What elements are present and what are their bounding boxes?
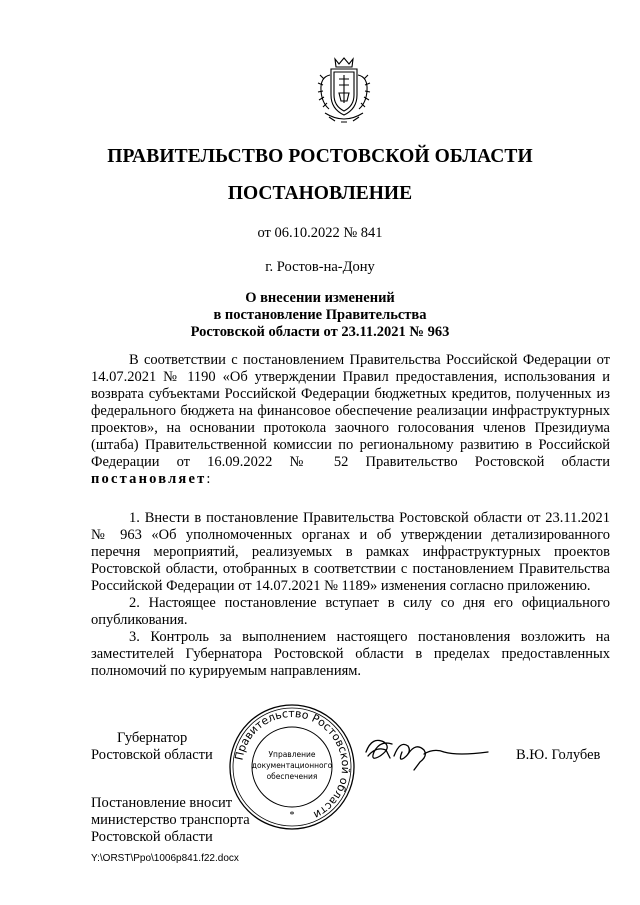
seal-inner-line: обеспечения: [266, 772, 318, 781]
handwritten-signature: [362, 732, 492, 774]
coat-of-arms-icon: [315, 55, 373, 127]
svg-text:*: *: [289, 810, 295, 821]
document-type: ПОСТАНОВЛЕНИЕ: [227, 183, 413, 204]
preamble-paragraph: [91, 352, 610, 488]
decree-word: постановляет: [91, 471, 207, 487]
signatory-post-line: Ростовской области: [91, 747, 213, 763]
submitter-line: Постановление вносит: [91, 795, 233, 811]
decree-point: 3. Контроль за выполнением настоящего постановления возложить на заместителей Губернатора Ростовской области в пределах предоставленных полномочий по курируемым направлениям.: [91, 629, 610, 679]
submitter-line: Ростовской области: [91, 829, 213, 845]
preamble-text: В соответствии с постановлением Правительства Российской Федерации от 14.07.2021 № 1190 «Об утверждении Правил предоставления, использования и возврата субъектами Российской Федерации бюджетных кредитов, полученных из федерального бюджета на финансовое обеспечение реализации инфраструктурных проектов», на основании протокола заочного голосования членов Президиума (штаба) Правительственной комиссии по региональному развитию в Российской Федерации от 16.09.2022 № 52 Правительство Ростовской области: [91, 352, 610, 470]
document-date-number: от 06.10.2022 № 841: [257, 225, 383, 241]
seal-inner-line: документационного: [251, 761, 333, 770]
document-city: г. Ростов-на-Дону: [265, 259, 375, 275]
file-path: Y:\ORST\Ppo\1006p841.f22.docx: [91, 853, 239, 864]
signatory-post: [91, 730, 213, 764]
document-subject: [0, 290, 640, 341]
signatory-post-line: Губернатор: [117, 730, 188, 746]
decree-point: 1. Внести в постановление Правительства Ростовской области от 23.11.2021 № 963 «Об уполномоченных органах и об утверждении детализированного перечня мероприятий, реализуемых в рамках инфраструктурных проектов Ростовской области, отобранных в соответствии с постановлением Правительства Российской Федерации от 14.07.2021 № 1189» изменения согласно приложению.: [91, 510, 610, 594]
submitter-line: министерство транспорта: [91, 812, 250, 828]
seal-ring-text: Правительство Ростовской области: [232, 706, 353, 822]
decree-points: [91, 510, 610, 680]
submitter-block: [91, 795, 250, 846]
decree-point: 2. Настоящее постановление вступает в силу со дня его официального опубликования.: [91, 595, 610, 628]
signatory-name: В.Ю. Голубев: [516, 747, 601, 763]
preamble-end: :: [206, 471, 211, 487]
government-title: ПРАВИТЕЛЬСТВО РОСТОВСКОЙ ОБЛАСТИ: [107, 146, 533, 167]
subject-line: О внесении изменений: [245, 290, 395, 306]
subject-line: в постановление Правительства: [213, 307, 427, 323]
subject-line: Ростовской области от 23.11.2021 № 963: [190, 324, 450, 340]
seal-inner-line: Управление: [268, 750, 316, 759]
